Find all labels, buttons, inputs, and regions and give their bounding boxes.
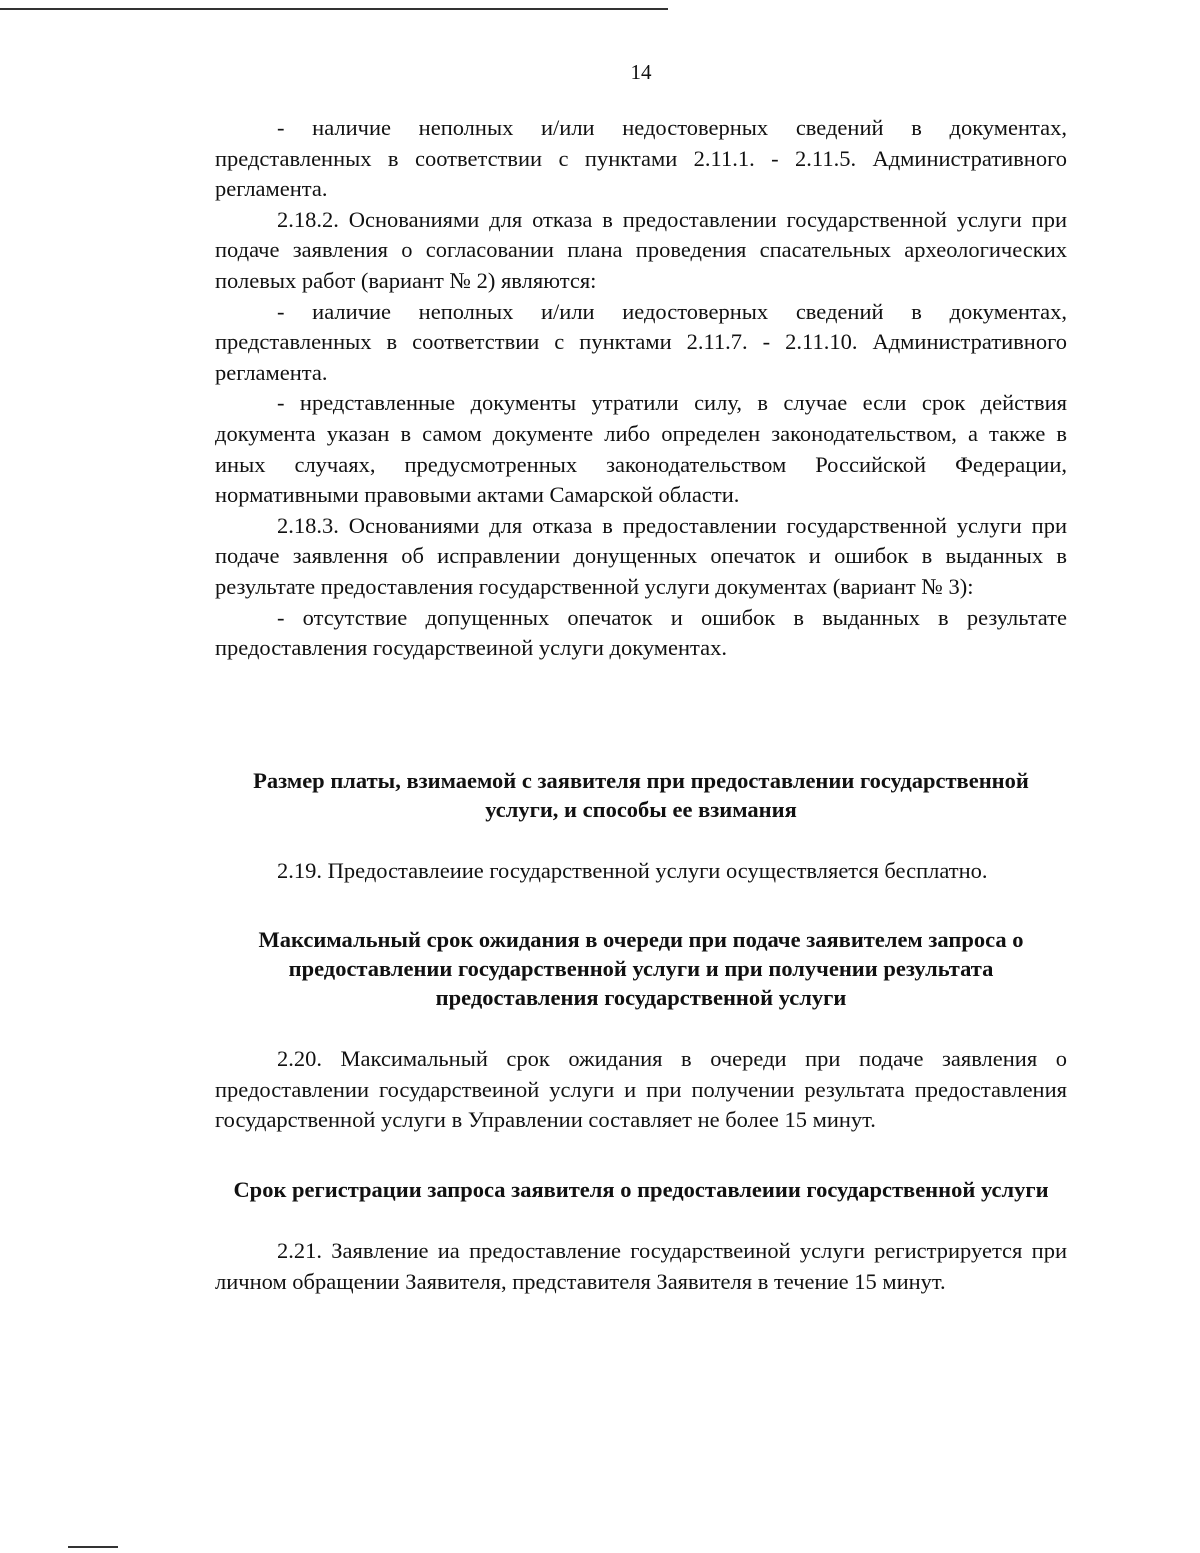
heading-fee: Размер платы, взимаемой с заявителя при предоставлении государственной услуги, и способы ее взимания bbox=[253, 767, 1029, 822]
paragraph-2-18-3: 2.18.3. Основаниями для отказа в предоставлении государственной услуги при подаче заявлення об исправлении донущенных опечаток и ошибок в выданных в результате предоставления государственной услуги документах (вариант № 3): bbox=[215, 512, 1067, 599]
paragraph-expired-documents: - нредставленные документы утратили силу, в случае если срок действия документа указан в самом документе либо определен законодательством, а также в иных случаях, предусмотренных законодательством Российской Федерации, нормативными правовыми актами Самарской области. bbox=[215, 390, 1067, 508]
paragraph-2-19: 2.19. Предоставлеиие государственной услуги осуществляется бесплатно. bbox=[277, 857, 988, 883]
paragraph-2-20: 2.20. Максимальный срок ожидания в очереди при подаче заявления о предоставлении государствеиной услуги и при получении результата предоставления государственной услуги в Управлении составляет не более 15 минут. bbox=[215, 1046, 1067, 1133]
paragraph-incomplete-info-1: - наличие неполных и/или недостоверных сведений в документах, представленных в соответствии с пунктами 2.11.1. - 2.11.5. Административного регламента. bbox=[215, 115, 1067, 202]
bottom-footnote-rule bbox=[68, 1546, 118, 1548]
paragraph-2-18-2: 2.18.2. Основаниями для отказа в предоставлении государственной услуги при подаче заявления о согласовании плана проведения спасательных археологических полевых работ (вариант № 2) являются: bbox=[215, 206, 1067, 293]
heading-queue-time: Максимальный срок ожидания в очереди при подаче заявителем запроса о предоставлении государственной услуги и при получении результата предоставления государственной услуги bbox=[258, 927, 1024, 1011]
paragraph-incomplete-info-2: - иаличие неполных и/или иедостоверных сведений в документах, представленных в соответствии с пунктами 2.11.7. - 2.11.10. Административного регламента. bbox=[215, 298, 1067, 385]
document-body bbox=[215, 113, 1067, 1297]
page-number: 14 bbox=[630, 60, 652, 84]
paragraph-2-21: 2.21. Заявление иа предоставление государствеиной услуги регистрируется при личном обращении Заявителя, представителя Заявителя в течение 15 минут. bbox=[215, 1238, 1067, 1294]
top-scan-rule bbox=[0, 8, 668, 10]
paragraph-no-typos: - отсутствие допущенных опечаток и ошибок в выданных в результате предоставления государствеиной услуги документах. bbox=[215, 604, 1067, 661]
heading-registration: Срок регистрации запроса заявителя о предоставлеиии государственной услуги bbox=[233, 1177, 1049, 1203]
